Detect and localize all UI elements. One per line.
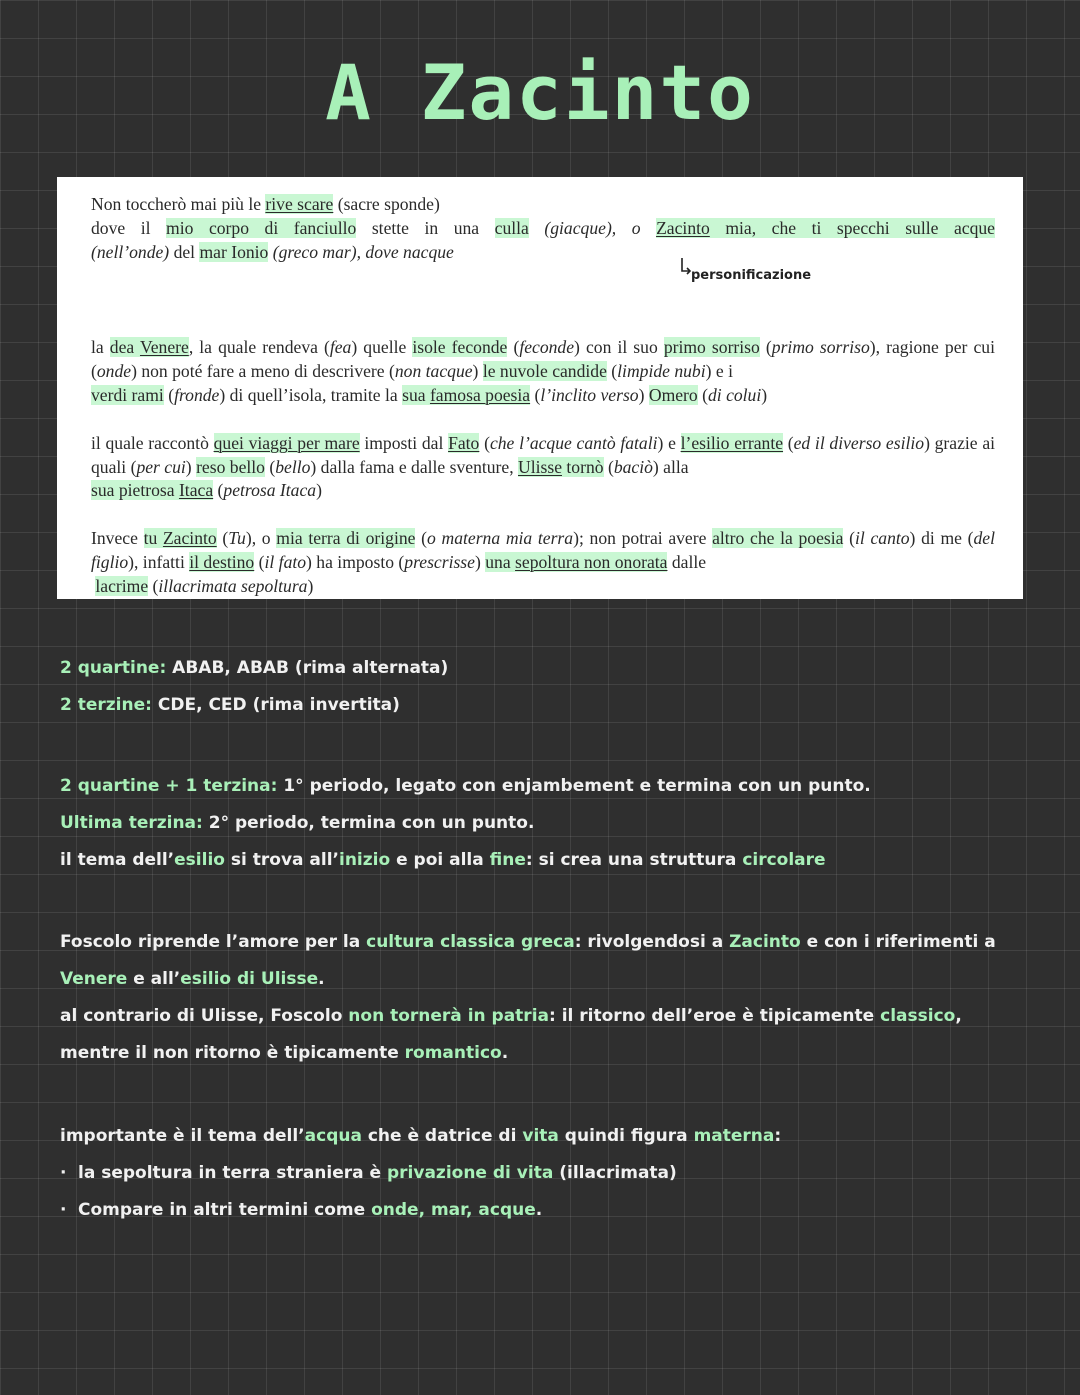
note-secondo-periodo: Ultima terzina: 2° periodo, termina con un punto.: [60, 813, 535, 833]
note-cultura-classica: Foscolo riprende l’amore per la cultura classica greca: rivolgendosi a Zacinto e con i riferimenti a: [60, 932, 996, 952]
notes-metrica: [60, 650, 1050, 724]
paragraph-1-text: Non toccherò mai più le rive scare (sacre sponde): [91, 194, 440, 214]
paraphrase-card: [57, 177, 1023, 599]
note-struttura-circolare: il tema dell’esilio si trova all’inizio e poi alla fine: si crea una struttura circolare: [60, 850, 826, 870]
page-title: A Zacinto: [325, 48, 755, 137]
note-quartine: 2 quartine: ABAB, ABAB (rima alternata): [60, 658, 449, 678]
note-sepoltura: · la sepoltura in terra straniera è privazione di vita (illacrimata): [60, 1155, 1050, 1192]
paraphrase-paragraph-1: [91, 193, 995, 288]
annotation-row: [91, 264, 995, 288]
paraphrase-paragraph-4: Invece tu Zacinto (Tu), o mia terra di origine (o materna mia terra); non potrai avere altro che la poesia (il canto) di me (del figlio), infatti il destino (il fato) ha imposto (prescrisse) una sepoltura non onorata dalle lacrime (illacrimata sepoltura): [91, 528, 995, 596]
bullet-icon: ·: [60, 1200, 67, 1220]
note-termini: · Compare in altri termini come onde, mar, acque.: [60, 1192, 1050, 1229]
note-romantico: mentre il non ritorno è tipicamente romantico.: [60, 1043, 509, 1063]
note-venere-ulisse: Venere e all’esilio di Ulisse.: [60, 969, 325, 989]
paragraph-1-line-3: (nell’onde) del mar Ionio (greco mar), dove nacque: [91, 241, 454, 262]
note-tema-acqua: importante è il tema dell’acqua che è datrice di vita quindi figura materna:: [60, 1126, 782, 1146]
note-ritorno: al contrario di Ulisse, Foscolo non tornerà in patria: il ritorno dell’eroe è tipicamente classico,: [60, 1006, 962, 1026]
note-terzine: 2 terzine: CDE, CED (rima invertita): [60, 695, 400, 715]
paraphrase-paragraph-3: il quale raccontò quei viaggi per mare imposti dal Fato (che l’acque cantò fatali) e l’esilio errante (ed il diverso esilio) grazie ai quali (per cui) reso bello (bello) dalla fama e dalle sventure, Ulisse tornò (baciò) alla sua pietrosa Itaca (petrosa Itaca): [91, 432, 996, 501]
notes-periodi: [60, 768, 1050, 879]
personificazione-annotation: personificazione: [691, 268, 812, 284]
notes-acqua: [60, 1118, 1050, 1229]
note-primo-periodo: 2 quartine + 1 terzina: 1° periodo, legato con enjambement e termina con un punto.: [60, 776, 871, 796]
paraphrase-paragraph-2: la dea Venere, la quale rendeva (fea) quelle isole feconde (feconde) con il suo primo sorriso (primo sorriso), ragione per cui (onde) non poté fare a meno di descrivere (non tacque) le nuvole candide (limpide nubi) e i verdi rami (fronde) di quell’isola, tramite la sua famosa poesia (l’inclito verso) Omero (di colui): [91, 337, 995, 405]
notes-foscolo: [60, 924, 1050, 1072]
bullet-icon: ·: [60, 1163, 67, 1183]
paragraph-1-line-2: dove il mio corpo di fanciullo stette in una culla (giacque), o Zacinto mia, che ti specchi sulle acque: [91, 217, 995, 238]
